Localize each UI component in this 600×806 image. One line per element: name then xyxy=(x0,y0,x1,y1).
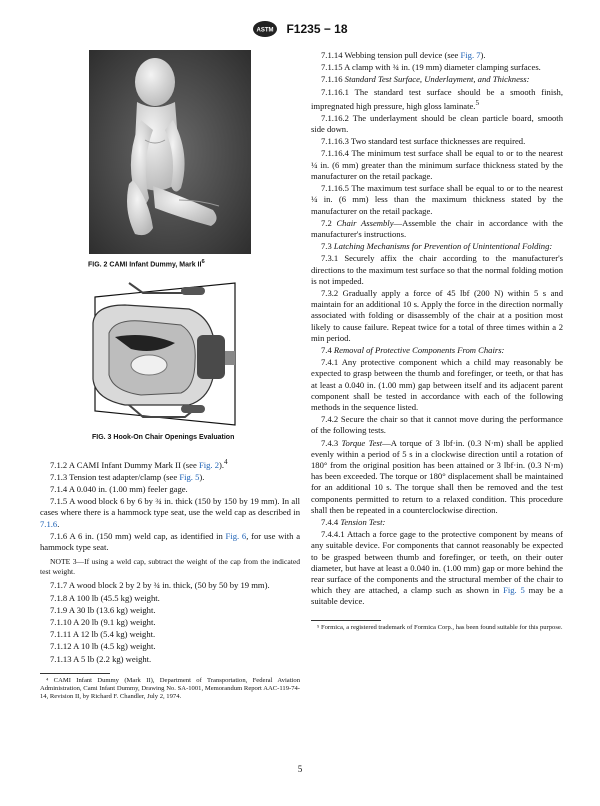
section-7-1-16: 7.1.16 Standard Test Surface, Underlayment, and Thickness: xyxy=(321,74,530,85)
item-7-1-12: 7.1.12 A 10 lb (4.5 kg) weight. xyxy=(50,641,156,652)
section-7-2: 7.2 Chair Assembly—Assemble the chair in accordance with the manufacturer's instructions. xyxy=(311,217,563,239)
footnote-rule-right xyxy=(311,620,381,621)
item-7-1-11: 7.1.11 A 12 lb (5.4 kg) weight. xyxy=(50,629,156,640)
item-7-4-3: 7.4.3 Torque Test—A torque of 3 lbf·in. (0.3 N·m) shall be applied evenly within a period of 5 s in a clockwise direction until a rotation of 180° from the original position has been attained or 3 lbf·in. (0.3 N·m) has been exceeded. The torque or 180° displacement shall be maintained for an additional 10 s. The torque shall then be removed and the test components permitted to return to a relaxed condition. This procedure shall then be repeated in a counterclockwise direction. xyxy=(311,437,563,515)
section-7-4: 7.4 Removal of Protective Components From Chairs: xyxy=(321,344,505,355)
item-7-4-1: 7.4.1 Any protective component which a child may reasonably be expected to grasp between the thumb and forefinger, or teeth, or that has at least a 0.040 in. (1.00 mm) gap between itself and its adjacent parent component shall be tested in accordance with each of the following methods in the sequence listed. xyxy=(311,357,563,412)
right-column xyxy=(311,50,563,633)
section-7-1-6-link[interactable]: 7.1.6 xyxy=(40,518,58,529)
fig3-caption: FIG. 3 Hook-On Chair Openings Evaluation xyxy=(92,433,235,441)
item-7-3-1: 7.3.1 Securely affix the chair according to the manufacturer's directions to the maximum test surface so that the normal folding motion is not impeded. xyxy=(311,253,563,286)
item-7-4-2: 7.4.2 Secure the chair so that it cannot move during the performance of the following tests. xyxy=(311,414,563,436)
item-7-1-16-2: 7.1.16.2 The underlayment should be clean particle board, smooth side down. xyxy=(311,112,563,135)
item-7-1-16-3: 7.1.16.3 Two standard test surface thicknesses are required. xyxy=(321,136,526,147)
infant-dummy-photo xyxy=(89,50,251,254)
left-column xyxy=(40,50,300,702)
hook-on-chair-photo xyxy=(85,279,255,429)
item-7-1-10: 7.1.10 A 20 lb (9.1 kg) weight. xyxy=(50,617,156,628)
item-7-3-2: 7.3.2 Gradually apply a force of 45 lbf (200 N) within 5 s and maintain for an additional 10 s. Apply the force in the direction normally associated with folding or disassembly of the chair at a position most likely to cause failure. Repeat twice for a total of three times within a 2 min period. xyxy=(311,287,563,343)
fig5-link[interactable]: Fig. 5 xyxy=(179,471,200,482)
item-7-1-15: 7.1.15 A clamp with ¾ in. (19 mm) diameter clamping surfaces. xyxy=(321,62,541,73)
astm-logo-icon xyxy=(252,20,278,38)
item-7-1-6: 7.1.6 A 6 in. (150 mm) weld cap, as identified in Fig. 6, for use with a hammock type seat. xyxy=(40,530,301,553)
section-7-4-4: 7.4.4 Tension Test: xyxy=(321,516,386,527)
item-7-4-4-1: 7.4.4.1 Attach a force gage to the protective component by means of any suitable device. For components that cannot reasonably be expected to be grasped between thumb and forefinger, or teeth, on their outer diameter, but have at least a 0.040 in. (1.00 mm) gap or more behind the rear surface of the components and the structural member of the chair to which they are attached, a clamp such as shown in Fig. 5 may be a suitable device. xyxy=(311,529,564,607)
fig2-caption: FIG. 2 CAMI Infant Dummy, Mark II xyxy=(88,261,202,269)
fig2-footnote-ref: 6 xyxy=(201,259,205,265)
item-7-1-13: 7.1.13 A 5 lb (2.2 kg) weight. xyxy=(50,653,152,664)
item-7-1-2: 7.1.2 A CAMI Infant Dummy Mark II (see Fig. 2).$^4$ xyxy=(50,457,228,470)
fig2-link[interactable]: Fig. 2 xyxy=(198,459,219,470)
item-7-1-5: 7.1.5 A wood block 6 by 6 by ¾ in. thick (150 by 150 by 19 mm). In all cases where there is a hammock type seat, use the weld cap as described in 7.1.6. xyxy=(40,496,300,529)
page-header xyxy=(0,20,600,38)
document-number: F1235 − 18 xyxy=(286,22,348,37)
item-7-1-9: 7.1.9 A 30 lb (13.6 kg) weight. xyxy=(50,604,156,615)
logo-text: ASTM xyxy=(256,27,274,34)
equipment-list xyxy=(40,457,300,665)
section-7-3: 7.3 Latching Mechanisms for Prevention of Unintentional Folding: xyxy=(321,241,553,252)
item-7-1-16-4: 7.1.16.4 The minimum test surface shall be equal to or to the nearest ¼ in. (6 mm) greater than the minimum surface thickness stated by the manufacturer on the retail package. xyxy=(311,148,563,181)
footnote-4: ⁴ CAMI Infant Dummy (Mark II), Department of Transportation, Federal Aviation Administration, Cami Infant Dummy, Drawing No. SA-1001, Memorandum Report AAC-119-74-14, Revision II, by Richard F. Chandler, July 2, 1974. xyxy=(40,676,300,701)
item-7-1-3: 7.1.3 Tension test adapter/clamp (see Fig. 5). xyxy=(50,471,205,482)
figure-2 xyxy=(40,50,300,271)
fig7-link[interactable]: Fig. 7 xyxy=(460,50,481,60)
footnote-5: ⁵ Formica, a registered trademark of Formica Corp., has been found suitable for this purpose. xyxy=(317,623,563,631)
item-7-1-7: 7.1.7 A wood block 2 by 2 by ¾ in. thick, (50 by 50 by 19 mm). xyxy=(50,580,270,591)
note-3: NOTE 3—If using a weld cap, subtract the weight of the cap from the indicated test weight. xyxy=(40,557,300,576)
item-7-1-16-5: 7.1.16.5 The maximum test surface shall be equal to or to the nearest ¼ in. (6 mm) less than the maximum thickness stated by the manufacturer on the retail package. xyxy=(311,183,563,216)
item-7-1-8: 7.1.8 A 100 lb (45.5 kg) weight. xyxy=(50,592,160,603)
item-7-1-4: 7.1.4 A 0.040 in. (1.00 mm) feeler gage. xyxy=(50,484,188,494)
fig6-link[interactable]: Fig. 6 xyxy=(225,530,247,541)
item-7-1-14: 7.1.14 Webbing tension pull device (see Fig. 7). xyxy=(321,50,486,60)
figure-3 xyxy=(40,279,300,443)
page-number: 5 xyxy=(297,764,303,774)
footnote-rule xyxy=(40,673,110,674)
item-7-1-16-1: 7.1.16.1 The standard test surface should be a smooth finish, impregnated high pressure, high gloss laminate.$^5$ xyxy=(311,86,563,111)
fig5-link-2[interactable]: Fig. 5 xyxy=(503,585,525,596)
